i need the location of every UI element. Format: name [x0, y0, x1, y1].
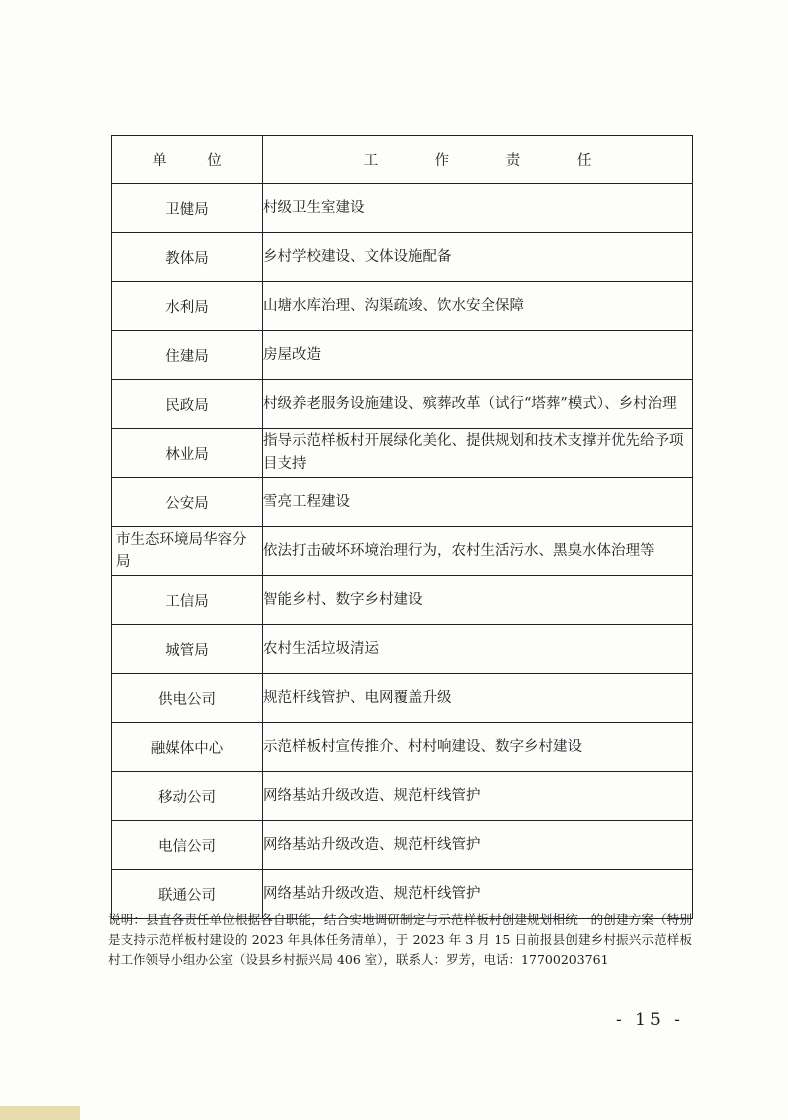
table-row: [112, 625, 693, 674]
unit-cell: 住建局: [112, 331, 263, 380]
header-unit: 单 位: [112, 136, 263, 184]
table-row: [112, 674, 693, 723]
unit-cell: 水利局: [112, 282, 263, 331]
duty-cell: 雪亮工程建设: [263, 478, 693, 527]
table-header-row: [112, 136, 693, 184]
unit-cell: 市生态环境局华容分局: [112, 527, 263, 576]
duty-cell: 网络基站升级改造、规范杆线管护: [263, 821, 693, 870]
table-row: [112, 527, 693, 576]
table-row: [112, 429, 693, 478]
duty-cell: 网络基站升级改造、规范杆线管护: [263, 772, 693, 821]
unit-cell: 林业局: [112, 429, 263, 478]
duty-cell: 依法打击破坏环境治理行为，农村生活污水、黑臭水体治理等: [263, 527, 693, 576]
duty-cell: 村级卫生室建设: [263, 184, 693, 233]
duty-cell: 山塘水库治理、沟渠疏竣、饮水安全保障: [263, 282, 693, 331]
duty-cell: 农村生活垃圾清运: [263, 625, 693, 674]
unit-cell: 民政局: [112, 380, 263, 429]
unit-cell: 卫健局: [112, 184, 263, 233]
duty-cell: 网络基站升级改造、规范杆线管护: [263, 870, 693, 919]
unit-cell: 电信公司: [112, 821, 263, 870]
footnote: 说明：县直各责任单位根据各自职能，结合实地调研制定与示范样板村创建规划相统一的创建方案（特别是支持示范样板村建设的 2023 年具体任务清单），于 2023 年 3 月 15 日前报县创建乡村振兴示范样板村工作领导小组办公室（设县乡村振兴局 406 室），联系人：罗芳，电话：17700203761: [108, 912, 692, 967]
duty-cell: 智能乡村、数字乡村建设: [263, 576, 693, 625]
unit-cell: 教体局: [112, 233, 263, 282]
table-row: [112, 233, 693, 282]
table-row: [112, 723, 693, 772]
table-row: [112, 576, 693, 625]
unit-cell: 联通公司: [112, 870, 263, 919]
unit-cell: 公安局: [112, 478, 263, 527]
table-row: [112, 184, 693, 233]
duty-cell: 示范样板村宣传推介、村村响建设、数字乡村建设: [263, 723, 693, 772]
responsibility-table: [111, 135, 693, 919]
duty-cell: 房屋改造: [263, 331, 693, 380]
unit-cell: 融媒体中心: [112, 723, 263, 772]
duty-cell: 规范杆线管护、电网覆盖升级: [263, 674, 693, 723]
unit-cell: 城管局: [112, 625, 263, 674]
table-row: [112, 478, 693, 527]
table-row: [112, 331, 693, 380]
page-number: - 15 -: [616, 1010, 684, 1030]
table-row: [112, 282, 693, 331]
table-row: [112, 821, 693, 870]
table-row: [112, 772, 693, 821]
header-duty: 工 作 责 任: [263, 136, 693, 184]
duty-cell: 乡村学校建设、文体设施配备: [263, 233, 693, 282]
duty-cell: 村级养老服务设施建设、殡葬改革（试行“塔葬”模式）、乡村治理: [263, 380, 693, 429]
scan-edge-mark: [0, 1106, 80, 1120]
duty-cell: 指导示范样板村开展绿化美化、提供规划和技术支撑并优先给予项目支持: [263, 429, 693, 478]
table-row: [112, 380, 693, 429]
unit-cell: 供电公司: [112, 674, 263, 723]
unit-cell: 工信局: [112, 576, 263, 625]
unit-cell: 移动公司: [112, 772, 263, 821]
